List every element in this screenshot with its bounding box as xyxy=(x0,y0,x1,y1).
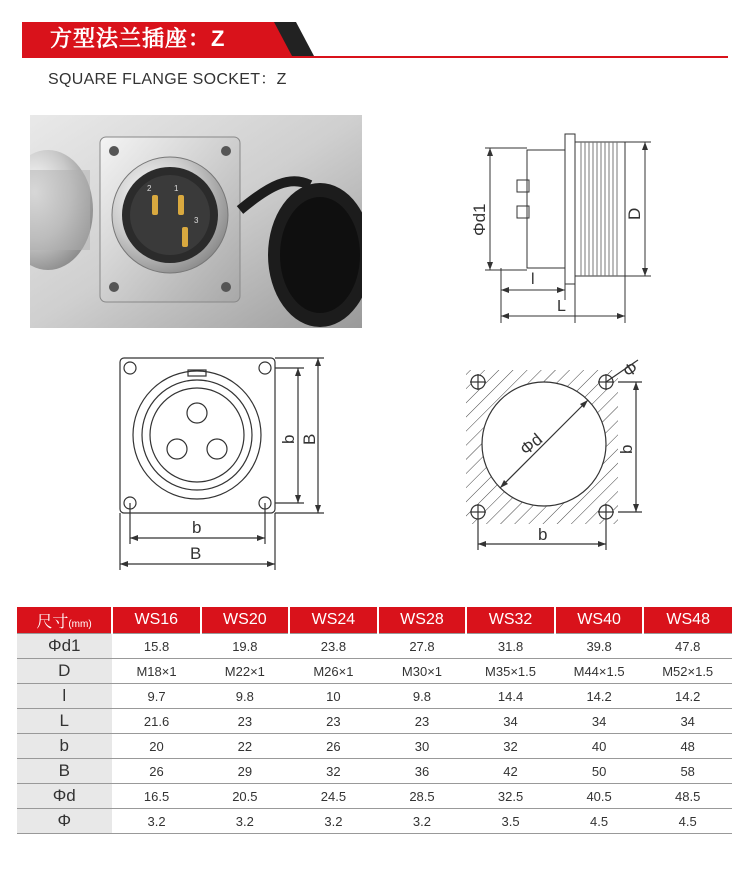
row-label: Φ xyxy=(17,809,112,834)
table-cell: 3.2 xyxy=(112,809,201,834)
table-cell: 32 xyxy=(466,734,555,759)
title-bar xyxy=(22,22,728,56)
table-cell: 29 xyxy=(201,759,290,784)
table-cell: 34 xyxy=(555,709,644,734)
table-row xyxy=(17,684,732,709)
table-cell: 40 xyxy=(555,734,644,759)
table-cell: 22 xyxy=(201,734,290,759)
dim-label-b-horizontal: b xyxy=(538,525,548,544)
dim-label-d1: Φd1 xyxy=(470,203,489,236)
dim-label-B-horizontal: B xyxy=(190,544,202,563)
table-row xyxy=(17,734,732,759)
table-cell: 9.8 xyxy=(201,684,290,709)
table-cell: 14.2 xyxy=(555,684,644,709)
pin-label: 3 xyxy=(194,216,199,225)
spec-table xyxy=(17,607,732,834)
table-cell: 47.8 xyxy=(643,634,732,659)
column-header: WS28 xyxy=(378,607,467,634)
mounting-hole xyxy=(109,282,119,292)
table-row xyxy=(17,634,732,659)
row-label: Φd1 xyxy=(17,634,112,659)
table-cell: 10 xyxy=(289,684,378,709)
row-label: D xyxy=(17,659,112,684)
table-cell: 14.4 xyxy=(466,684,555,709)
table-cell: 23 xyxy=(289,709,378,734)
table-row xyxy=(17,709,732,734)
table-cell: 23.8 xyxy=(289,634,378,659)
table-cell: 34 xyxy=(466,709,555,734)
side-view-drawing xyxy=(465,128,665,328)
table-cell: 39.8 xyxy=(555,634,644,659)
row-label: b xyxy=(17,734,112,759)
table-cell: 3.2 xyxy=(201,809,290,834)
table-cell: 3.2 xyxy=(289,809,378,834)
column-header: WS20 xyxy=(201,607,290,634)
row-label: L xyxy=(17,709,112,734)
table-cell: M44×1.5 xyxy=(555,659,644,684)
table-cell: 26 xyxy=(112,759,201,784)
pin xyxy=(178,195,184,215)
dim-label-phi: Φ xyxy=(619,357,642,382)
table-cell: 4.5 xyxy=(643,809,732,834)
dim-label-B-vertical: B xyxy=(300,433,319,445)
table-row xyxy=(17,784,732,809)
mounting-hole xyxy=(221,282,231,292)
product-photo xyxy=(30,115,362,328)
table-cell: 26 xyxy=(289,734,378,759)
dim-label-L: L xyxy=(557,298,566,315)
table-cell: 32.5 xyxy=(466,784,555,809)
table-cell: 34 xyxy=(643,709,732,734)
table-cell: 32 xyxy=(289,759,378,784)
table-cell: 31.8 xyxy=(466,634,555,659)
pin xyxy=(152,195,158,215)
table-cell: M35×1.5 xyxy=(466,659,555,684)
table-cell: M30×1 xyxy=(378,659,467,684)
table-cell: 3.5 xyxy=(466,809,555,834)
column-header: WS48 xyxy=(643,607,732,634)
pin-label: 1 xyxy=(174,184,179,193)
column-header: WS16 xyxy=(112,607,201,634)
row-label: l xyxy=(17,684,112,709)
table-cell: 19.8 xyxy=(201,634,290,659)
table-cell: 28.5 xyxy=(378,784,467,809)
dim-label-phid: Φd xyxy=(516,429,547,460)
table-cell: 9.7 xyxy=(112,684,201,709)
table-cell: 42 xyxy=(466,759,555,784)
dim-label-b-vertical: b xyxy=(617,444,636,454)
table-cell: 50 xyxy=(555,759,644,784)
panel-cutout-drawing xyxy=(460,352,660,557)
table-cell: M18×1 xyxy=(112,659,201,684)
table-cell: 4.5 xyxy=(555,809,644,834)
table-cell: 9.8 xyxy=(378,684,467,709)
table-row xyxy=(17,659,732,684)
table-cell: 20.5 xyxy=(201,784,290,809)
table-cell: 30 xyxy=(378,734,467,759)
table-cell: 58 xyxy=(643,759,732,784)
row-label: B xyxy=(17,759,112,784)
mounting-hole xyxy=(109,146,119,156)
insulator xyxy=(130,175,210,255)
title-divider xyxy=(22,56,728,58)
table-header-row xyxy=(17,607,732,634)
dim-label-l: l xyxy=(531,271,535,288)
table-cell: 21.6 xyxy=(112,709,201,734)
page-subtitle: SQUARE FLANGE SOCKET：Z xyxy=(48,71,287,88)
table-cell: 15.8 xyxy=(112,634,201,659)
table-cell: 14.2 xyxy=(643,684,732,709)
page-title: 方型法兰插座：Z xyxy=(50,26,226,51)
column-header: WS40 xyxy=(555,607,644,634)
dim-label-D: D xyxy=(625,207,644,220)
table-row xyxy=(17,809,732,834)
table-cell: 40.5 xyxy=(555,784,644,809)
pin xyxy=(182,227,188,247)
table-cell: 23 xyxy=(378,709,467,734)
table-cell: 24.5 xyxy=(289,784,378,809)
table-cell: M26×1 xyxy=(289,659,378,684)
table-cell: 48 xyxy=(643,734,732,759)
table-cell: M22×1 xyxy=(201,659,290,684)
dim-label-b-horizontal: b xyxy=(192,518,202,537)
column-header: WS32 xyxy=(466,607,555,634)
table-cell: 36 xyxy=(378,759,467,784)
column-header: WS24 xyxy=(289,607,378,634)
table-cell: 3.2 xyxy=(378,809,467,834)
table-cell: 20 xyxy=(112,734,201,759)
table-cell: 27.8 xyxy=(378,634,467,659)
table-header-dimension: 尺寸(mm) xyxy=(17,607,112,634)
row-label: Φd xyxy=(17,784,112,809)
mounting-hole xyxy=(221,146,231,156)
table-cell: 48.5 xyxy=(643,784,732,809)
table-cell: 23 xyxy=(201,709,290,734)
table-cell: 16.5 xyxy=(112,784,201,809)
dim-label-b-vertical: b xyxy=(279,434,298,444)
front-view-drawing xyxy=(112,352,337,577)
table-row xyxy=(17,759,732,784)
table-cell: M52×1.5 xyxy=(643,659,732,684)
pin-label: 2 xyxy=(147,184,152,193)
